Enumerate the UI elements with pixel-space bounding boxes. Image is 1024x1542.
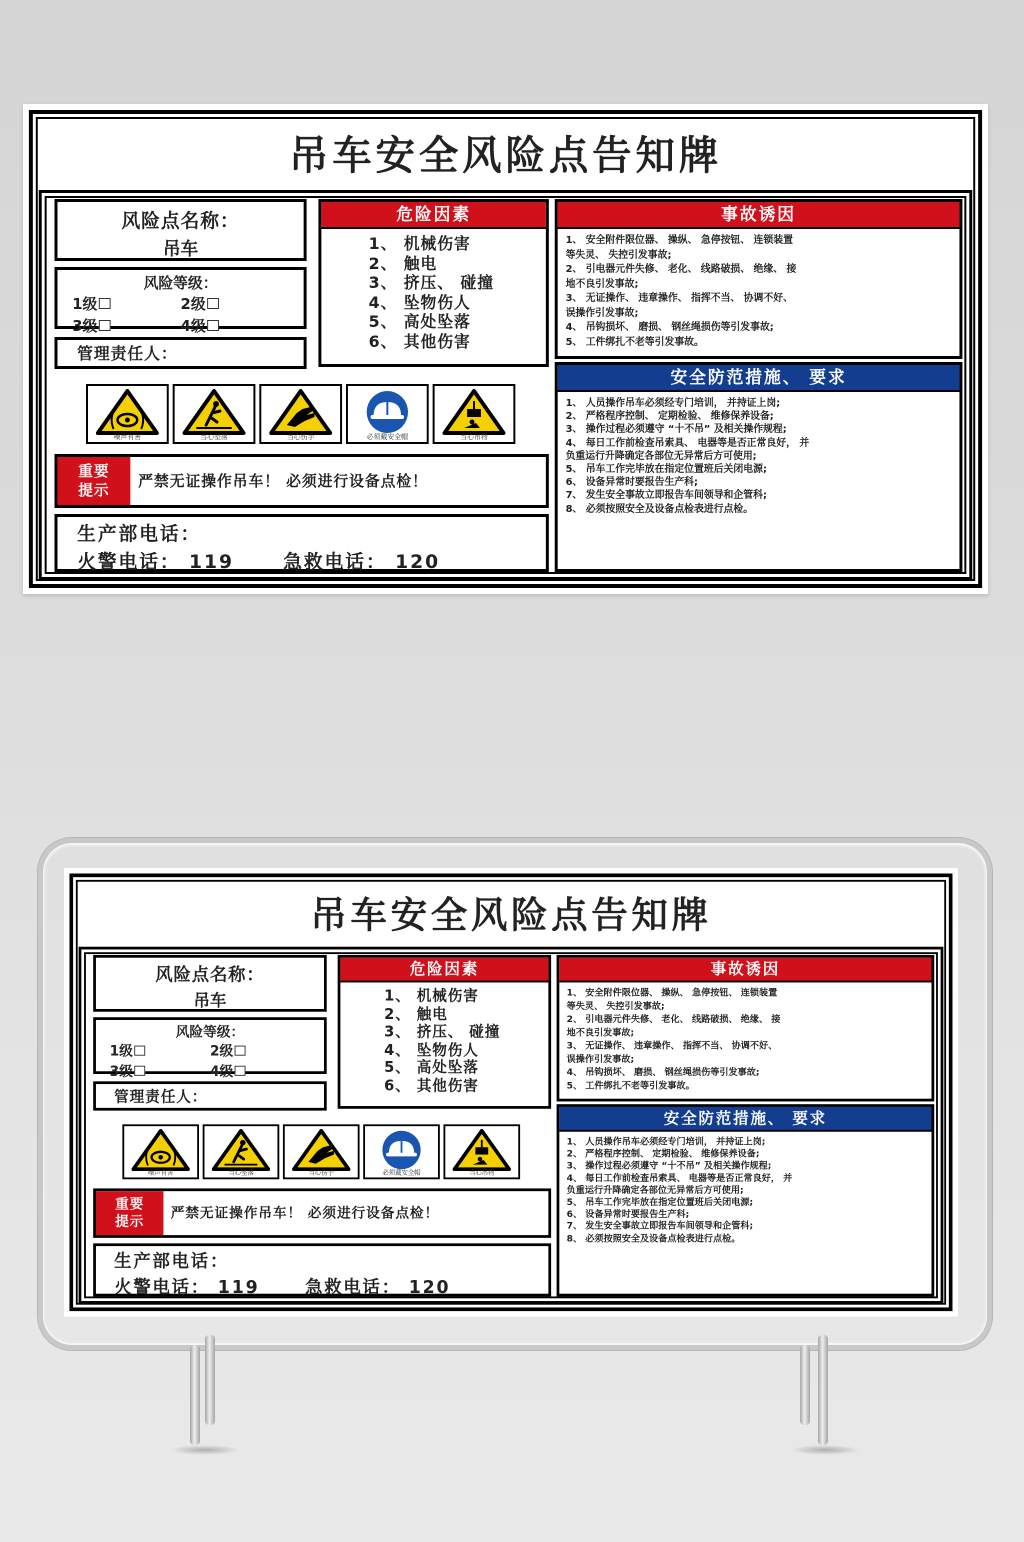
list-item: 8、 必须按照安全及设备点检表进行点检。 xyxy=(566,1233,741,1244)
level-checkbox[interactable] xyxy=(235,1046,246,1056)
important-notice-text: 严禁无证操作吊车！ 必须进行设备点检！ xyxy=(138,472,428,490)
danger-factors-header: 危险因素 xyxy=(321,202,546,229)
safety-measures-box xyxy=(557,1104,935,1296)
level-option-4[interactable] xyxy=(181,315,289,336)
level-checkbox[interactable] xyxy=(99,298,111,309)
stand-leg-right-front xyxy=(818,1335,828,1445)
list-item: 2、 引电器元件失修、 老化、 线路破损、 绝缘、 接 xyxy=(565,264,797,275)
level-label: 2级 xyxy=(180,295,206,313)
board-title: 吊车安全风险点告知牌 xyxy=(310,894,712,937)
level-checkbox[interactable] xyxy=(99,320,111,331)
danger-factors-list xyxy=(321,229,546,351)
risk-name-box xyxy=(55,199,307,261)
list-item: 3、 挤压、 碰撞 xyxy=(368,273,494,292)
list-item: 6、 其他伤害 xyxy=(384,1076,479,1094)
sign-caption: 噪声有害 xyxy=(147,1169,174,1177)
list-item: 5、 吊车工作完毕放在指定位置班后关闭电源; xyxy=(565,464,767,476)
sign-helmet xyxy=(363,1124,440,1179)
accident-causes-header: 事故诱因 xyxy=(559,958,931,983)
sign-caption: 必须戴安全帽 xyxy=(366,433,409,441)
manager-box xyxy=(93,1081,327,1110)
list-item: 1、 人员操作吊车必须经专门培训， 并持证上岗; xyxy=(565,398,781,409)
sign-helmet xyxy=(346,384,429,444)
stand-leg-right-back xyxy=(800,1345,810,1425)
board-title: 吊车安全风险点告知牌 xyxy=(288,133,723,179)
risk-name-value: 吊车 xyxy=(162,239,199,260)
level-checkbox[interactable] xyxy=(135,1066,146,1076)
stand-leg-left-front xyxy=(205,1335,215,1425)
level-label: 3级 xyxy=(72,317,98,335)
list-item: 3、 无证操作、 违章操作、 指挥不当、 协调不好、 xyxy=(565,293,793,304)
level-checkbox[interactable] xyxy=(235,1066,246,1076)
important-notice-label xyxy=(96,1191,164,1235)
safety-measures-list xyxy=(559,1132,931,1245)
sign-hand-injury xyxy=(283,1124,360,1179)
list-item: 误操作引发事故; xyxy=(565,307,639,319)
list-item: 4、 吊钩损坏、 磨损、 钢丝绳损伤等引发事故; xyxy=(565,322,774,333)
noise-warning-icon xyxy=(96,389,159,435)
sign-noise xyxy=(86,384,169,444)
list-item: 7、 发生安全事故立即报告车间领导和企管科; xyxy=(565,490,767,502)
level-checkbox[interactable] xyxy=(208,298,220,309)
sign-fall xyxy=(173,384,256,444)
level-label: 2级 xyxy=(209,1042,234,1060)
manager-label: 管理责任人： xyxy=(77,344,178,363)
notice-label-line1: 重要 xyxy=(78,462,110,480)
list-item: 7、 发生安全事故立即报告车间领导和企管科; xyxy=(566,1221,754,1232)
sign-hand-injury xyxy=(259,384,342,444)
danger-factors-header: 危险因素 xyxy=(340,958,548,983)
risk-level-box xyxy=(55,267,307,335)
falling-object-warning-icon xyxy=(442,389,505,435)
list-item: 1、 安全附件限位器、 操纵、 急停按钮、 连锁装置 xyxy=(566,987,778,999)
level-option-2[interactable] xyxy=(210,1041,310,1060)
phone-numbers-box xyxy=(93,1243,551,1296)
safety-signs-row xyxy=(122,1124,542,1181)
list-item: 1、 机械伤害 xyxy=(368,234,471,253)
list-item: 4、 每日工作前检查吊索具、 电器等是否正常良好， 并 xyxy=(566,1173,793,1184)
list-item: 5、 工件绑扎不老等引发事故。 xyxy=(565,336,704,348)
list-item: 8、 必须按照安全及设备点检表进行点检。 xyxy=(565,503,754,515)
falling-object-warning-icon xyxy=(453,1129,511,1171)
accident-causes-box xyxy=(557,955,935,1101)
sign-caption: 当心坠落 xyxy=(200,433,228,441)
hand-injury-warning-icon xyxy=(269,389,332,435)
level-checkbox[interactable] xyxy=(135,1046,146,1056)
level-option-1[interactable] xyxy=(72,293,180,314)
accident-causes-header: 事故诱因 xyxy=(558,202,960,229)
sign-caption: 当心吊物 xyxy=(460,433,488,441)
risk-name-value: 吊车 xyxy=(193,991,227,1011)
level-checkbox[interactable] xyxy=(208,320,220,331)
notice-label-line2: 提示 xyxy=(78,481,110,499)
phone-numbers-box xyxy=(55,514,549,572)
fire-phone: 火警电话： 119 xyxy=(114,1277,260,1298)
important-notice-text: 严禁无证操作吊车！ 必须进行设备点检！ xyxy=(170,1204,440,1222)
list-item: 1、 人员操作吊车必须经专门培训， 并持证上岗; xyxy=(566,1137,766,1148)
list-item: 负重运行升降确定各部位无异常后方可使用; xyxy=(565,450,757,462)
list-item: 4、 每日工作前检查吊索具、 电器等是否正常良好， 并 xyxy=(565,437,810,449)
list-item: 等失灵、 失控引发事故; xyxy=(566,1001,665,1012)
fall-warning-icon xyxy=(212,1129,270,1171)
production-phone-label: 生产部电话： xyxy=(77,523,202,545)
level-label: 1级 xyxy=(109,1042,133,1060)
level-option-1[interactable] xyxy=(110,1041,210,1060)
production-phone-label: 生产部电话： xyxy=(114,1251,230,1272)
level-label: 4级 xyxy=(209,1063,234,1080)
stand-shadow-left xyxy=(170,1445,240,1455)
danger-factors-box xyxy=(318,199,548,367)
list-item: 5、 吊车工作完毕放在指定位置班后关闭电源; xyxy=(566,1197,754,1208)
list-item: 2、 严格程序控制、 定期检验、 维修保养设备; xyxy=(565,411,774,423)
level-option-2[interactable] xyxy=(181,293,289,314)
danger-factors-list xyxy=(340,982,548,1094)
helmet-mandatory-icon xyxy=(356,389,419,435)
list-item: 1、 安全附件限位器、 操纵、 急停按钮、 连锁装置 xyxy=(565,235,793,246)
list-item: 1、 机械伤害 xyxy=(384,987,479,1005)
danger-factors-box xyxy=(338,955,551,1109)
stand-leg-left-back xyxy=(190,1345,200,1445)
sign-caption: 噪声有害 xyxy=(113,433,142,441)
list-item: 2、 触电 xyxy=(368,253,438,273)
safety-signs-row xyxy=(86,384,539,446)
emergency-phone: 急救电话： 120 xyxy=(283,551,441,573)
noise-warning-icon xyxy=(132,1129,190,1171)
safety-measures-header: 安全防范措施、 要求 xyxy=(558,365,960,392)
helmet-mandatory-icon xyxy=(372,1129,430,1171)
sign-falling-object xyxy=(433,384,516,444)
list-item: 6、 设备异常时要报告生产科; xyxy=(565,477,698,489)
sign-noise xyxy=(122,1124,199,1179)
sign-caption: 当心坠落 xyxy=(228,1169,254,1177)
list-item: 地不良引发事故; xyxy=(566,1027,635,1038)
safety-measures-box xyxy=(555,362,963,572)
safety-measures-list xyxy=(558,392,960,516)
list-item: 3、 无证操作、 违章操作、 指挥不当、 协调不好、 xyxy=(566,1041,778,1052)
important-notice-label xyxy=(57,457,130,505)
risk-level-label: 风险等级： xyxy=(143,274,218,292)
accident-causes-box xyxy=(555,199,963,359)
notice-board-on-stand xyxy=(64,868,958,1317)
risk-name-label: 风险点名称： xyxy=(121,210,240,232)
list-item: 负重运行升降确定各部位无异常后方可使用; xyxy=(566,1185,744,1196)
important-notice-box xyxy=(55,454,549,508)
notice-label-line2: 提示 xyxy=(115,1213,145,1230)
list-item: 3、 挤压、 碰撞 xyxy=(384,1022,501,1041)
sign-caption: 当心吊物 xyxy=(469,1169,495,1177)
sign-fall xyxy=(203,1124,280,1179)
emergency-phone: 急救电话： 120 xyxy=(305,1277,451,1298)
list-item: 4、 坠物伤人 xyxy=(384,1040,479,1058)
list-item: 6、 其他伤害 xyxy=(368,331,471,351)
list-item: 4、 坠物伤人 xyxy=(368,292,471,312)
sign-caption: 必须戴安全帽 xyxy=(382,1169,421,1177)
hand-injury-warning-icon xyxy=(292,1129,350,1171)
level-option-3[interactable] xyxy=(110,1061,210,1080)
list-item: 4、 吊钩损坏、 磨损、 钢丝绳损伤等引发事故; xyxy=(566,1067,760,1078)
list-item: 等失灵、 失控引发事故; xyxy=(565,249,672,261)
accident-causes-list xyxy=(558,229,960,350)
manager-box xyxy=(55,337,307,369)
manager-label: 管理责任人： xyxy=(114,1087,208,1106)
safety-measures-header: 安全防范措施、 要求 xyxy=(559,1107,931,1132)
fall-warning-icon xyxy=(183,389,246,435)
important-notice-box xyxy=(93,1188,551,1237)
risk-level-label: 风险等级： xyxy=(175,1023,245,1041)
risk-name-label: 风险点名称： xyxy=(155,965,265,986)
list-item: 2、 引电器元件失修、 老化、 线路破损、 绝缘、 接 xyxy=(566,1014,781,1025)
notice-board-flat xyxy=(23,104,988,594)
sign-caption: 当心伤手 xyxy=(286,433,315,441)
list-item: 5、 高处坠落 xyxy=(384,1058,479,1076)
level-label: 1级 xyxy=(72,295,98,313)
notice-label-line1: 重要 xyxy=(115,1195,145,1213)
list-item: 2、 严格程序控制、 定期检验、 维修保养设备; xyxy=(566,1149,760,1160)
list-item: 地不良引发事故; xyxy=(565,278,639,290)
risk-level-box xyxy=(93,1017,327,1080)
list-item: 5、 工件绑扎不老等引发事故。 xyxy=(566,1080,695,1091)
fire-phone: 火警电话： 119 xyxy=(77,551,235,573)
sign-caption: 当心伤手 xyxy=(308,1169,335,1177)
level-label: 4级 xyxy=(180,317,206,335)
risk-name-box xyxy=(93,955,327,1012)
stand-shadow-right xyxy=(790,1445,860,1455)
level-label: 3级 xyxy=(109,1063,133,1080)
level-option-3[interactable] xyxy=(72,315,180,336)
sign-falling-object xyxy=(443,1124,520,1179)
list-item: 3、 操作过程必须遵守 “十不吊” 及相关操作规程; xyxy=(565,424,787,436)
accident-causes-list xyxy=(559,982,931,1093)
list-item: 6、 设备异常时要报告生产科; xyxy=(566,1209,690,1220)
list-item: 3、 操作过程必须遵守 “十不吊” 及相关操作规程; xyxy=(566,1161,772,1172)
list-item: 2、 触电 xyxy=(384,1004,448,1023)
level-option-4[interactable] xyxy=(210,1061,310,1080)
list-item: 5、 高处坠落 xyxy=(368,312,471,331)
list-item: 误操作引发事故; xyxy=(566,1054,635,1065)
